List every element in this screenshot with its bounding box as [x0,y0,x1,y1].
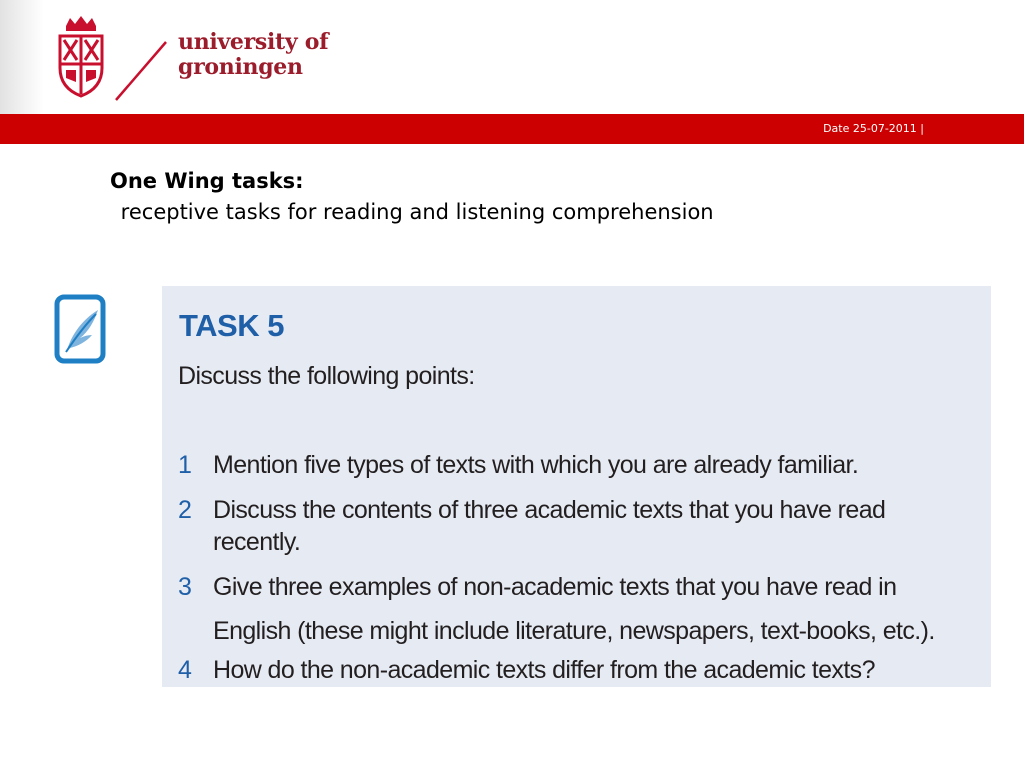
university-name [178,30,328,80]
task-item [178,654,978,686]
task-item [178,449,978,481]
task-item [178,565,978,653]
university-name-line2: groningen [178,54,303,80]
task-item-number: 2 [178,496,192,524]
university-crest-icon [56,16,106,98]
writing-task-icon [54,294,106,364]
task-item-text: Give three examples of non-academic texts that you have read in English (these might include literature, newspapers, text-books, etc.). [213,573,935,645]
task-title: TASK 5 [179,308,284,343]
university-name-line1: university of [178,29,329,55]
task-item [178,494,978,558]
slide-title: One Wing tasks: [110,169,304,193]
slide-subtitle: receptive tasks for reading and listening comprehension [114,200,714,224]
slide-date: Date 25-07-2011 | [823,122,924,135]
task-item-text: Discuss the contents of three academic texts that you have read recently. [213,496,886,556]
left-shade [0,0,44,114]
logo-divider-slash [112,40,168,102]
task-item-text: How do the non-academic texts differ from the academic texts? [213,656,875,684]
task-item-text: Mention five types of texts with which you are already familiar. [213,451,859,479]
task-intro: Discuss the following points: [178,362,475,390]
task-list [178,449,978,699]
task-item-number: 3 [178,573,192,601]
task-item-number: 1 [178,451,192,479]
task-panel [162,286,991,687]
task-item-number: 4 [178,656,192,684]
